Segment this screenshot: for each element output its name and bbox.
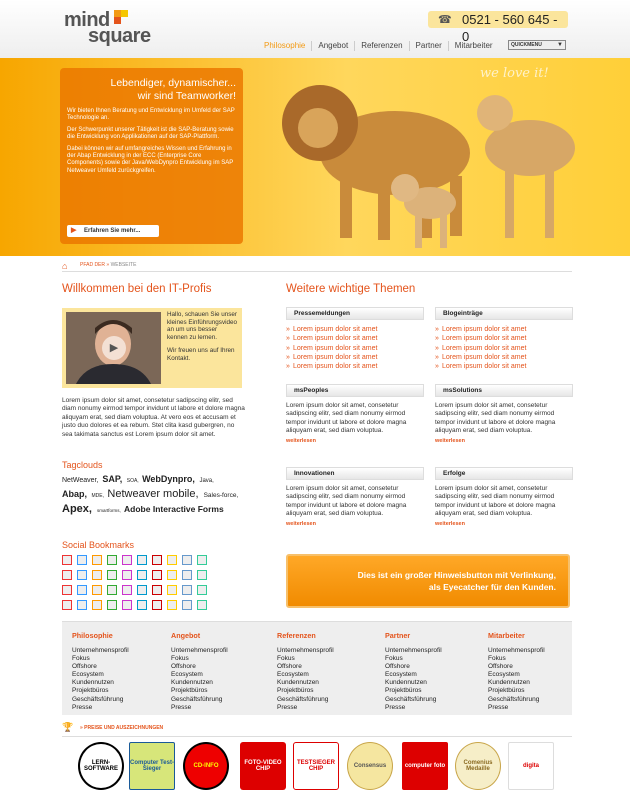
footer-link[interactable]: Offshore xyxy=(72,663,97,671)
tag-link[interactable]: Abap, xyxy=(62,489,90,499)
social-bookmark-icon[interactable] xyxy=(197,585,207,595)
social-bookmark-icon[interactable] xyxy=(152,585,162,595)
tag-link[interactable]: Adobe Interactive Forms xyxy=(124,504,224,514)
footer-link[interactable]: Ecosystem xyxy=(277,671,309,679)
nav-partner[interactable]: Partner xyxy=(409,41,448,51)
breadcrumb-link[interactable]: PFAD DER xyxy=(80,262,106,268)
read-more-link[interactable]: weiterlesen xyxy=(435,520,465,527)
social-bookmark-icon[interactable] xyxy=(107,585,117,595)
hero-title-line: wir sind Teamworker! xyxy=(137,90,236,102)
awards-heading xyxy=(62,724,163,733)
nav-mitarbeiter[interactable]: Mitarbeiter xyxy=(448,41,499,51)
footer-heading[interactable]: Angebot xyxy=(171,631,201,640)
footer-column xyxy=(488,631,545,712)
social-bookmark-icon[interactable] xyxy=(167,570,177,580)
hero-tagline: we love it! xyxy=(480,66,549,81)
social-bookmark-icon[interactable] xyxy=(182,555,192,565)
footer-link[interactable]: Presse xyxy=(488,703,509,711)
award-badge: Comenius Medaille xyxy=(455,742,501,790)
press-item[interactable]: » Lorem ipsum dolor sit amet xyxy=(286,325,424,334)
tag-cloud xyxy=(62,473,242,517)
learn-more-label: Erfahren Sie mehr... xyxy=(84,228,141,234)
social-bookmark-icon[interactable] xyxy=(167,585,177,595)
footer-link[interactable]: Unternehmensprofil xyxy=(277,647,334,654)
footer-link[interactable]: Kundennutzen xyxy=(488,679,530,687)
hero-banner xyxy=(0,58,630,256)
social-bookmark-icon[interactable] xyxy=(77,585,87,595)
tag-link[interactable]: WebDynpro, xyxy=(142,474,198,484)
award-badge: TESTSIEGER CHIP xyxy=(293,742,339,790)
breadcrumb xyxy=(62,258,572,272)
social-bookmark-icon[interactable] xyxy=(137,600,147,610)
social-bookmark-icon[interactable] xyxy=(197,600,207,610)
card-header: Blogeinträge xyxy=(435,307,573,320)
footer-link[interactable]: Offshore xyxy=(171,663,196,671)
social-bookmark-icon[interactable] xyxy=(197,555,207,565)
nav-philosophie[interactable]: Philosophie xyxy=(264,41,306,50)
footer-link[interactable]: Unternehmensprofil xyxy=(171,647,228,654)
social-bookmark-icon[interactable] xyxy=(107,570,117,580)
footer-link[interactable]: Offshore xyxy=(277,663,302,671)
card-text: Lorem ipsum dolor sit amet, consetetur sadipscing elitr, sed diam nonumy eirmod tempor invidunt ut labore et dolore magna aliquyam erat, sed diam voluptua. xyxy=(435,485,556,518)
intro-text: Hallo, schauen Sie unser kleines Einführungsvideo an um uns besser kennen zu lernen. xyxy=(167,311,238,341)
social-bookmark-icon[interactable] xyxy=(107,600,117,610)
phone-icon: ☎ xyxy=(438,14,452,26)
topic-card xyxy=(435,384,573,444)
footer-link[interactable]: Unternehmensprofil xyxy=(488,647,545,654)
logo-word-square: square xyxy=(88,25,151,47)
blog-item[interactable]: » Lorem ipsum dolor sit amet xyxy=(435,362,573,371)
phone-number: 0521 - 560 645 - 0 xyxy=(462,12,558,44)
phone-box[interactable] xyxy=(428,11,568,44)
read-more-link[interactable]: weiterlesen xyxy=(435,437,465,444)
footer-link[interactable]: Kundennutzen xyxy=(171,679,213,687)
footer-heading[interactable]: Mitarbeiter xyxy=(488,631,525,640)
tag-link[interactable]: SOA, xyxy=(126,478,141,484)
footer-link[interactable]: Fokus xyxy=(171,655,189,663)
social-bookmark-icon[interactable] xyxy=(167,600,177,610)
social-bookmark-icon[interactable] xyxy=(92,585,102,595)
footer-link[interactable]: Fokus xyxy=(488,655,506,663)
play-icon[interactable]: ▶ xyxy=(102,336,126,360)
welcome-title: Willkommen bei den IT-Profis xyxy=(62,283,212,295)
footer-link[interactable]: Projektbüros xyxy=(385,687,422,695)
social-bookmark-icon[interactable] xyxy=(77,600,87,610)
quickmenu-select[interactable] xyxy=(508,40,566,50)
logo-square xyxy=(114,10,121,17)
tag-link[interactable]: Apex, xyxy=(62,503,96,515)
tag-link[interactable]: Java, xyxy=(199,478,214,484)
tag-link[interactable]: NetWeaver, xyxy=(62,477,101,484)
social-bookmark-icon[interactable] xyxy=(92,600,102,610)
card-text: Lorem ipsum dolor sit amet, consetetur sadipscing elitr, sed diam nonumy eirmod tempor invidunt ut labore et dolore magna aliquyam erat, sed diam voluptua. xyxy=(435,402,556,435)
logo[interactable] xyxy=(64,9,164,47)
nav-angebot[interactable]: Angebot xyxy=(311,41,354,51)
intro-video[interactable] xyxy=(62,308,165,388)
footer-column xyxy=(72,631,129,712)
footer-link[interactable]: Kundennutzen xyxy=(72,679,114,687)
card-header: msPeoples xyxy=(286,384,424,397)
blog-item[interactable]: » Lorem ipsum dolor sit amet xyxy=(435,344,573,353)
footer-link[interactable]: Geschäftsführung xyxy=(72,695,124,703)
logo-word-mind: mind xyxy=(64,9,110,31)
breadcrumb-separator: » xyxy=(106,262,110,268)
footer-heading[interactable]: Philosophie xyxy=(72,631,113,640)
footer-link[interactable]: Geschäftsführung xyxy=(171,695,223,703)
social-bookmark-icon[interactable] xyxy=(107,555,117,565)
social-bookmark-icon[interactable] xyxy=(62,600,72,610)
topic-card xyxy=(286,384,424,444)
social-bookmark-icon[interactable] xyxy=(137,555,147,565)
footer-link[interactable]: Projektbüros xyxy=(488,687,525,695)
blog-item[interactable]: » Lorem ipsum dolor sit amet xyxy=(435,325,573,334)
footer-link[interactable]: Fokus xyxy=(277,655,295,663)
arrow-right-icon: ▶ xyxy=(71,227,77,234)
social-bookmark-icon[interactable] xyxy=(182,570,192,580)
card-header: Erfolge xyxy=(435,467,573,480)
tag-link[interactable]: MDE, xyxy=(91,493,106,499)
footer-link[interactable]: Geschäftsführung xyxy=(488,695,540,703)
social-bookmark-icon[interactable] xyxy=(77,570,87,580)
logo-square xyxy=(121,10,128,17)
footer-link[interactable]: Kundennutzen xyxy=(385,679,427,687)
social-bookmarks xyxy=(62,555,212,610)
quickmenu-label: QUICKMENU xyxy=(511,42,542,48)
footer-link[interactable]: Unternehmensprofil xyxy=(385,647,442,654)
awards-label: » PREISE UND AUSZEICHNUNGEN xyxy=(80,725,164,731)
social-bookmark-icon[interactable] xyxy=(62,585,72,595)
social-bookmark-icon[interactable] xyxy=(152,570,162,580)
social-bookmark-icon[interactable] xyxy=(122,555,132,565)
press-card xyxy=(286,307,424,371)
hero-paragraph: Der Schwerpunkt unserer Tätigkeit ist die SAP-Beratung sowie die Entwicklung von Applikationen auf der SAP-Plattform. xyxy=(67,126,234,141)
social-bookmark-icon[interactable] xyxy=(137,585,147,595)
footer-link[interactable]: Ecosystem xyxy=(488,671,520,679)
nav-referenzen[interactable]: Referenzen xyxy=(354,41,408,51)
hero-paragraph: Wir bieten Ihnen Beratung und Entwicklung im Umfeld der SAP Technologie an. xyxy=(67,108,235,122)
divider xyxy=(62,736,572,737)
intro-box xyxy=(163,308,242,388)
footer-heading[interactable]: Partner xyxy=(385,631,411,640)
tagclouds-title: Tagclouds xyxy=(62,460,103,470)
card-header: msSolutions xyxy=(435,384,573,397)
footer-link[interactable]: Projektbüros xyxy=(171,687,208,695)
trophy-icon: 🏆 xyxy=(62,722,74,732)
social-bookmark-icon[interactable] xyxy=(152,555,162,565)
press-item[interactable]: » Lorem ipsum dolor sit amet xyxy=(286,353,424,362)
tag-link[interactable]: smartforms, xyxy=(97,508,123,513)
award-badge: Computer Test-Sieger xyxy=(129,742,175,790)
social-bookmark-icon[interactable] xyxy=(92,570,102,580)
footer-link[interactable]: Unternehmensprofil xyxy=(72,647,129,654)
award-badge: LERN-SOFTWARE xyxy=(78,742,124,790)
breadcrumb-current: WEBSEITE xyxy=(110,262,137,268)
social-bookmark-icon[interactable] xyxy=(92,555,102,565)
footer-link[interactable]: Offshore xyxy=(488,663,513,671)
cta-line: als Eyecatcher für den Kunden. xyxy=(428,582,556,592)
footer-link[interactable]: Fokus xyxy=(72,655,90,663)
footer-heading[interactable]: Referenzen xyxy=(277,631,316,640)
card-header: Pressemeldungen xyxy=(286,307,424,320)
footer-sitemap xyxy=(62,621,572,715)
topic-card xyxy=(286,467,424,527)
tag-link[interactable]: Netweaver mobile, xyxy=(107,488,202,500)
topics-title: Weitere wichtige Themen xyxy=(286,283,416,295)
social-bookmark-icon[interactable] xyxy=(77,555,87,565)
footer-link[interactable]: Ecosystem xyxy=(72,671,104,679)
hero-text-box xyxy=(60,68,243,244)
footer-link[interactable]: Ecosystem xyxy=(385,671,417,679)
award-badge: FOTO-VIDEO CHIP xyxy=(240,742,286,790)
cta-button[interactable] xyxy=(286,554,570,608)
footer-link[interactable]: Presse xyxy=(72,703,93,711)
chevron-down-icon: ▼ xyxy=(557,42,563,48)
header xyxy=(0,0,630,58)
read-more-link[interactable]: weiterlesen xyxy=(286,437,316,444)
social-bookmark-icon[interactable] xyxy=(137,570,147,580)
footer-column xyxy=(171,631,228,712)
footer-link[interactable]: Presse xyxy=(277,703,298,711)
social-bookmark-icon[interactable] xyxy=(122,600,132,610)
award-badge: CD-INFO xyxy=(183,742,229,790)
award-badge: digita xyxy=(508,742,554,790)
logo-square xyxy=(114,17,121,24)
social-bookmark-icon[interactable] xyxy=(197,570,207,580)
footer-link[interactable]: Ecosystem xyxy=(171,671,203,679)
award-badge: computer foto xyxy=(402,742,448,790)
blog-item[interactable]: » Lorem ipsum dolor sit amet xyxy=(435,353,573,362)
main-nav xyxy=(258,40,499,52)
hero-paragraph: Dabei können wir auf umfangreiches Wissen und Erfahrung in der Abap Entwicklung in der ECC (Enterprise Core Components) sowie der Java/WebDynpro Entwicklung im SAP Netweaver Umfeld zurückgreifen. xyxy=(67,145,234,174)
social-bookmark-icon[interactable] xyxy=(182,585,192,595)
welcome-text: Lorem ipsum dolor sit amet, consetetur sadipscing elitr, sed diam nonumy eirmod tempor invidunt ut labore et dolore magna aliquyam erat, sed diam voluptua. At vero eos et accusam et justo duo dolores et ea rebum. Stet clita kasd gubergren, no sea takimata sanctus est Lorem ipsum dolor sit amet. xyxy=(62,397,245,438)
learn-more-button[interactable] xyxy=(67,225,159,237)
tag-link[interactable]: Sales-force, xyxy=(203,492,239,499)
card-header: Innovationen xyxy=(286,467,424,480)
press-item[interactable]: » Lorem ipsum dolor sit amet xyxy=(286,334,424,343)
card-text: Lorem ipsum dolor sit amet, consetetur sadipscing elitr, sed diam nonumy eirmod tempor invidunt ut labore et dolore magna aliquyam erat, sed diam voluptua. xyxy=(286,485,407,518)
social-bookmarks-title: Social Bookmarks xyxy=(62,540,135,550)
footer-link[interactable]: Projektbüros xyxy=(277,687,314,695)
footer-link[interactable]: Kundennutzen xyxy=(277,679,319,687)
social-bookmark-icon[interactable] xyxy=(62,570,72,580)
social-bookmark-icon[interactable] xyxy=(182,600,192,610)
footer-link[interactable]: Projektbüros xyxy=(72,687,109,695)
press-item[interactable]: » Lorem ipsum dolor sit amet xyxy=(286,362,424,371)
footer-column xyxy=(385,631,442,712)
social-bookmark-icon[interactable] xyxy=(167,555,177,565)
read-more-link[interactable]: weiterlesen xyxy=(286,520,316,527)
social-bookmark-icon[interactable] xyxy=(62,555,72,565)
social-bookmark-icon[interactable] xyxy=(122,585,132,595)
blog-card xyxy=(435,307,573,371)
blog-item[interactable]: » Lorem ipsum dolor sit amet xyxy=(435,334,573,343)
footer-column xyxy=(277,631,334,712)
social-bookmark-icon[interactable] xyxy=(152,600,162,610)
hero-title-line: Lebendiger, dynamischer... xyxy=(110,77,236,89)
topic-card xyxy=(435,467,573,527)
home-icon[interactable]: ⌂ xyxy=(62,261,68,271)
tag-link[interactable]: SAP, xyxy=(102,474,125,484)
social-bookmark-icon[interactable] xyxy=(122,570,132,580)
intro-text: Wir freuen uns auf Ihren Kontakt. xyxy=(167,347,235,362)
hero-title xyxy=(67,77,236,103)
press-item[interactable]: » Lorem ipsum dolor sit amet xyxy=(286,344,424,353)
footer-link[interactable]: Geschäftsführung xyxy=(277,695,329,703)
award-badge: Consensus xyxy=(347,742,393,790)
footer-link[interactable]: Geschäftsführung xyxy=(385,695,437,703)
footer-link[interactable]: Presse xyxy=(385,703,406,711)
cta-line: Dies ist ein großer Hinweisbutton mit Verlinkung, xyxy=(357,570,556,580)
footer-link[interactable]: Presse xyxy=(171,703,192,711)
footer-link[interactable]: Offshore xyxy=(385,663,410,671)
video-thumbnail xyxy=(66,312,161,384)
card-text: Lorem ipsum dolor sit amet, consetetur sadipscing elitr, sed diam nonumy eirmod tempor invidunt ut labore et dolore magna aliquyam erat, sed diam voluptua. xyxy=(286,402,407,435)
footer-link[interactable]: Fokus xyxy=(385,655,403,663)
